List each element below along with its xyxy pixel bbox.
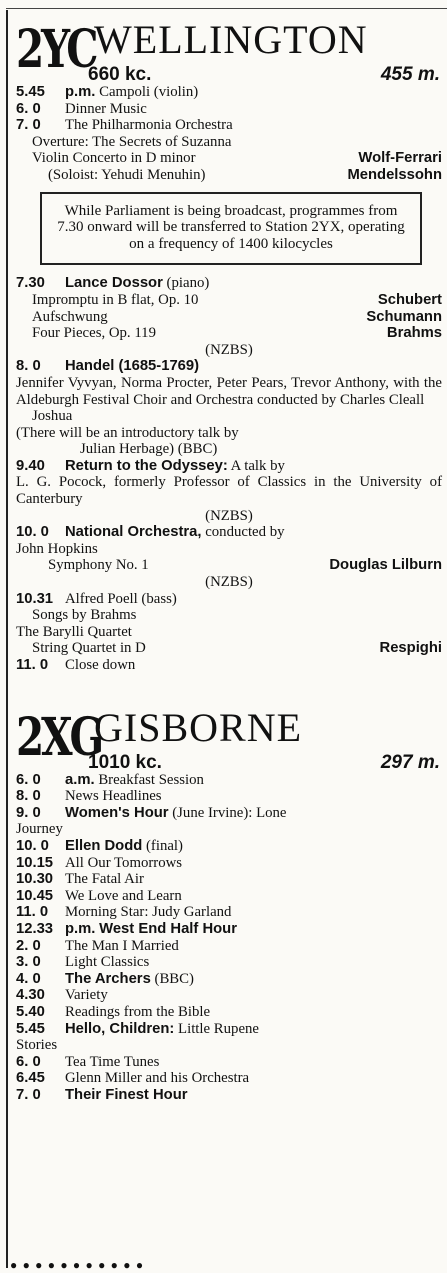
program-time: 7. 0	[16, 117, 41, 134]
program-text: Little Rupene	[174, 1020, 259, 1037]
composer: Schumann	[366, 308, 442, 325]
program-time: 8. 0	[16, 788, 41, 805]
program-line	[16, 1004, 442, 1021]
program-text: Dinner Music	[65, 100, 147, 117]
program-line	[16, 524, 442, 541]
program-time: 5.40	[16, 1003, 45, 1020]
program-line	[16, 855, 442, 872]
program-text: Campoli (violin)	[99, 84, 199, 100]
program-text: Alfred Poell (bass)	[65, 590, 177, 607]
program-time: 7.30	[16, 275, 45, 292]
program-line	[16, 624, 442, 641]
program-line	[16, 888, 442, 905]
program-line	[16, 591, 442, 608]
program-title: Ellen Dodd	[65, 837, 143, 854]
station-wavelength: 297 m.	[380, 751, 440, 773]
wellington-schedule	[16, 84, 442, 184]
program-time: 10.45	[16, 887, 54, 904]
station-city: GISBORNE	[94, 704, 303, 750]
program-text: John Hopkins	[16, 540, 98, 557]
program-title: Return to the Odyssey:	[65, 457, 228, 474]
program-line	[16, 821, 442, 838]
program-title: Lance Dossor	[65, 275, 163, 292]
program-text: (final)	[142, 837, 183, 854]
parliament-notice: While Parliament is being broadcast, programmes from 7.30 onward will be transferred to Station 2YX, operating on a frequency of 1400 kilocycles	[40, 192, 422, 266]
program-time: 9.40	[16, 457, 45, 474]
wellington-masthead	[16, 12, 442, 84]
time-period: p.m.	[65, 920, 96, 937]
program-text: Joshua	[32, 408, 73, 425]
program-time: 8. 0	[16, 358, 41, 375]
program-text: L. G. Pocock, formerly Professor of Classics in the University of Canterbury	[16, 474, 442, 508]
program-text: (BBC)	[150, 970, 194, 987]
program-time: 10.31	[16, 590, 54, 607]
program-text: (Soloist: Yehudi Menuhin)	[48, 166, 206, 183]
program-time: 7. 0	[16, 1086, 41, 1103]
program-text: Four Pieces, Op. 119	[32, 325, 156, 342]
time-period: p.m.	[65, 84, 96, 100]
program-line	[16, 574, 442, 591]
program-line	[16, 84, 442, 101]
program-text: (June Irvine): Lone	[168, 804, 287, 821]
program-time: 4. 0	[16, 970, 41, 987]
program-text: Impromptu in B flat, Op. 10	[32, 291, 199, 308]
program-text: (There will be an introductory talk by	[16, 424, 239, 441]
program-time: 4.30	[16, 987, 45, 1004]
program-text: (NZBS)	[205, 507, 253, 524]
program-line	[16, 607, 442, 624]
program-line	[16, 772, 442, 789]
program-line	[16, 987, 442, 1004]
time-period: a.m.	[65, 771, 95, 788]
program-text: Overture: The Secrets of Suzanna	[32, 133, 232, 150]
program-text: Violin Concerto in D minor	[32, 150, 196, 167]
program-line	[16, 167, 442, 184]
program-time: 11. 0	[16, 657, 49, 673]
station-callsign: 2XG	[16, 706, 101, 768]
composer: Mendelssohn	[347, 166, 442, 183]
program-time: 12.33	[16, 920, 54, 937]
program-time: 3. 0	[16, 954, 41, 971]
composer: Douglas Lilburn	[329, 557, 442, 574]
program-time: 10. 0	[16, 837, 49, 854]
program-line	[16, 325, 442, 342]
program-time: 10. 0	[16, 524, 49, 541]
composer: Respighi	[379, 640, 442, 657]
program-line	[16, 921, 442, 938]
program-text: Julian Herbage) (BBC)	[80, 441, 218, 458]
program-line	[16, 117, 442, 134]
program-line	[16, 508, 442, 525]
program-line	[16, 1054, 442, 1071]
program-title: Hello, Children:	[65, 1020, 175, 1037]
program-time: 6. 0	[16, 100, 41, 117]
program-line	[16, 101, 442, 118]
program-line	[16, 425, 442, 442]
program-line	[16, 342, 442, 359]
program-text: String Quartet in D	[32, 640, 146, 657]
program-text: The Barylli Quartet	[16, 623, 132, 640]
program-text: Breakfast Session	[98, 771, 204, 788]
program-line	[16, 150, 442, 167]
program-text: All Our Tomorrows	[65, 854, 183, 871]
program-line	[16, 557, 442, 574]
program-text: Jennifer Vyvyan, Norma Procter, Peter Pears, Trevor Anthony, with the Aldeburgh Festival Choir and Orchestra conducted by Charles Cleall	[16, 374, 442, 408]
program-text: Songs by Brahms	[32, 607, 137, 624]
program-line	[16, 134, 442, 151]
program-text: We Love and Learn	[65, 887, 182, 904]
station-callsign: 2YC	[16, 19, 96, 80]
program-text: Journey	[16, 821, 63, 838]
program-line	[16, 375, 442, 408]
program-time: 9. 0	[16, 804, 41, 821]
program-text: Stories	[16, 1037, 58, 1054]
program-line	[16, 275, 442, 292]
program-line	[16, 904, 442, 921]
station-frequency: 1010 kc.	[88, 751, 162, 773]
program-line	[16, 541, 442, 558]
program-time: 6. 0	[16, 1053, 41, 1070]
program-line	[16, 805, 442, 822]
program-line	[16, 358, 442, 375]
program-line	[16, 971, 442, 988]
program-line	[16, 838, 442, 855]
program-line	[16, 938, 442, 955]
program-time: 5.45	[16, 1020, 45, 1037]
gisborne-schedule	[16, 772, 442, 1104]
program-text: Glenn Miller and his Orchestra	[65, 1070, 250, 1087]
program-text: Morning Star: Judy Garland	[65, 904, 232, 921]
program-text: Close down	[65, 657, 136, 673]
program-title: Their Finest Hour	[65, 1086, 188, 1103]
program-line	[16, 1021, 442, 1038]
station-frequency: 660 kc.	[88, 64, 152, 85]
program-text: The Man I Married	[65, 937, 179, 954]
program-line	[16, 1087, 442, 1104]
dotted-divider: ● ● ● ● ● ● ● ● ● ● ●	[10, 1258, 145, 1272]
program-text: conducted by	[201, 524, 285, 541]
program-line	[16, 408, 442, 425]
program-text: (piano)	[162, 275, 210, 292]
program-text: Aufschwung	[32, 308, 108, 325]
station-city: WELLINGTON	[94, 17, 368, 62]
program-time: 11. 0	[16, 904, 49, 921]
program-line	[16, 292, 442, 309]
program-text: News Headlines	[65, 788, 162, 805]
program-line	[16, 788, 442, 805]
program-line	[16, 309, 442, 326]
top-rule	[6, 8, 447, 9]
composer: Wolf-Ferrari	[358, 150, 442, 167]
program-text: The Fatal Air	[65, 871, 144, 888]
program-line	[16, 441, 442, 458]
program-text: A talk by	[227, 457, 285, 474]
program-time: 10.30	[16, 871, 54, 888]
program-time: 2. 0	[16, 937, 41, 954]
program-title: The Archers	[65, 970, 151, 987]
program-line	[16, 474, 442, 507]
program-text: Light Classics	[65, 954, 150, 971]
program-line	[16, 1070, 442, 1087]
program-title: West End Half Hour	[99, 920, 237, 937]
composer: Schubert	[377, 291, 442, 308]
program-text: Readings from the Bible	[65, 1003, 211, 1020]
program-line	[16, 458, 442, 475]
program-line	[16, 640, 442, 657]
program-text: Variety	[65, 987, 108, 1004]
program-line	[16, 871, 442, 888]
program-title: National Orchestra,	[65, 524, 202, 541]
program-line	[16, 1037, 442, 1054]
program-time: 6.45	[16, 1070, 45, 1087]
gisborne-masthead	[16, 700, 442, 772]
wellington-schedule-evening	[16, 275, 442, 673]
program-line	[16, 657, 442, 674]
program-line	[16, 954, 442, 971]
program-time: 5.45	[16, 84, 45, 100]
composer: Brahms	[386, 325, 442, 342]
program-title: Handel (1685-1769)	[65, 358, 200, 375]
program-text: The Philharmonia Orchestra	[65, 117, 233, 134]
program-text: Symphony No. 1	[48, 557, 149, 574]
program-text: Tea Time Tunes	[65, 1053, 160, 1070]
listings-column	[16, 12, 442, 1103]
program-text: (NZBS)	[205, 341, 253, 358]
column-rule	[6, 10, 8, 1268]
program-text: (NZBS)	[205, 574, 253, 591]
program-title: Women's Hour	[65, 804, 169, 821]
program-time: 10.15	[16, 854, 54, 871]
station-wavelength: 455 m.	[380, 64, 440, 85]
program-time: 6. 0	[16, 771, 41, 788]
